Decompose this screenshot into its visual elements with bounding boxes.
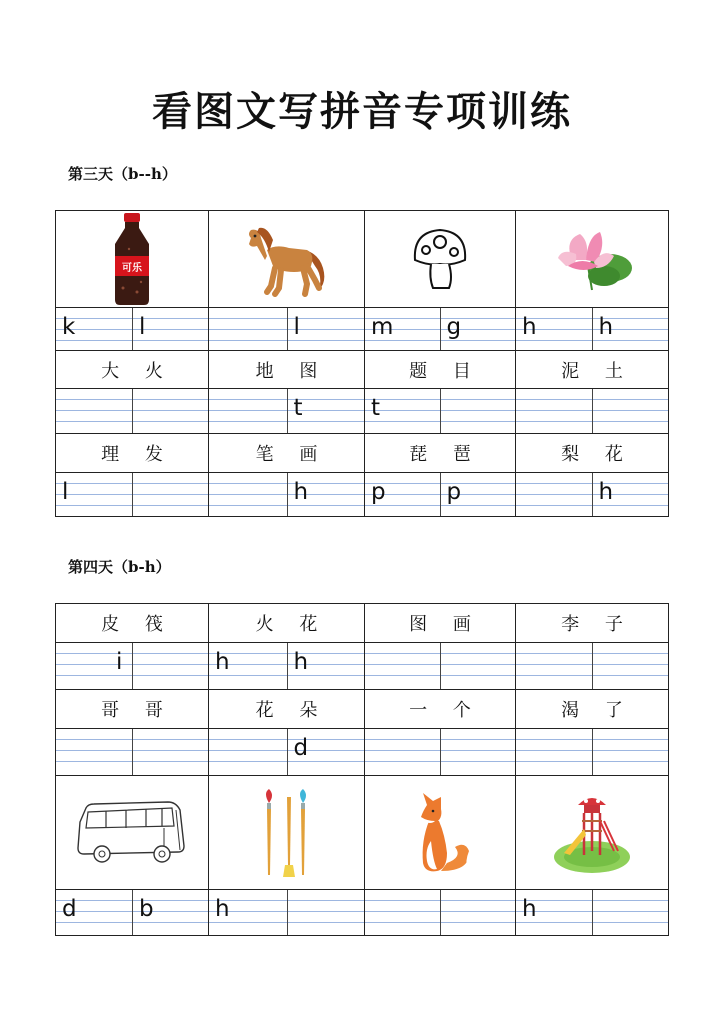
word-label: 李 子 [561,614,633,635]
day3-picture-row [56,211,668,307]
pinyin-answer: h [522,314,537,340]
pinyin-box[interactable] [209,473,287,516]
word-label: 渴 了 [561,700,633,721]
pinyin-answer: h [215,649,230,675]
pinyin-box[interactable] [132,308,208,350]
pinyin-box[interactable] [440,890,516,935]
pinyin-box[interactable] [365,308,440,350]
pinyin-box[interactable] [209,308,287,350]
pinyin-box[interactable] [516,729,592,775]
pinyin-answer: h [598,479,614,505]
word-cell [515,604,668,642]
horse-icon [245,220,329,298]
pinyin-answer: k [62,314,76,340]
day3-word-row [56,433,668,472]
pinyin-box[interactable] [56,389,132,433]
pinyin-box[interactable] [440,389,516,433]
pinyin-box[interactable] [56,643,132,689]
day4-word-pinyin-row [56,642,668,689]
pinyin-answer: d [62,896,77,922]
pinyin-box[interactable] [132,729,208,775]
pinyin-answer: h [293,479,309,505]
day3-word-pinyin-row [56,388,668,433]
pinyin-answer: h [293,649,309,675]
fox-icon [407,791,473,875]
pinyin-box[interactable] [592,308,669,350]
pinyin-box[interactable] [592,729,669,775]
picture-cell [56,776,208,889]
word-cell [208,434,364,472]
pinyin-cell [56,473,208,516]
day4-heading: 第四天（b-h） [68,558,171,576]
lotus-icon [548,226,636,292]
day4-word-row [56,689,668,728]
day3-word-pinyin-row [56,472,668,516]
day3-picture-pinyin-row [56,307,668,350]
pinyin-answer: d [293,735,309,761]
word-label: 花 朵 [255,700,328,721]
day4-word-row [56,604,668,642]
pinyin-box[interactable] [440,729,516,775]
pinyin-cell [515,890,668,935]
pinyin-box[interactable] [516,643,592,689]
day4-picture-pinyin-row [56,889,668,935]
pinyin-answer: l [139,314,146,340]
pinyin-box[interactable] [365,473,440,516]
pinyin-answer: l [62,479,69,505]
picture-cell [515,211,668,307]
pinyin-box[interactable] [132,890,208,935]
word-label: 图 画 [409,614,481,635]
pinyin-cell [364,890,515,935]
pinyin-box[interactable] [592,643,669,689]
word-cell [56,604,208,642]
pinyin-box[interactable] [287,473,365,516]
pinyin-box[interactable] [592,890,669,935]
pinyin-cell [208,729,364,775]
word-cell [364,690,515,728]
pinyin-cell [208,389,364,433]
pinyin-box[interactable] [365,643,440,689]
pinyin-box[interactable] [56,473,132,516]
pinyin-box[interactable] [592,473,669,516]
word-cell [56,690,208,728]
pinyin-cell [515,729,668,775]
word-cell [515,690,668,728]
pinyin-answer: p [371,479,386,505]
word-label: 哥 哥 [101,700,173,721]
word-cell [515,351,668,388]
pinyin-box[interactable] [287,643,365,689]
pinyin-answer: p [446,479,462,505]
day4-word-pinyin-row [56,728,668,775]
picture-cell [56,211,208,307]
pinyin-cell [56,729,208,775]
pinyin-box[interactable] [516,308,592,350]
pinyin-cell [364,473,515,516]
pinyin-box[interactable] [365,389,440,433]
pinyin-cell [364,308,515,350]
pinyin-cell [515,308,668,350]
word-label: 理 发 [101,444,173,465]
pinyin-answer: g [446,314,462,340]
day4-picture-row [56,775,668,889]
pinyin-box[interactable] [56,890,132,935]
playground-slide-icon [552,791,632,875]
pinyin-box[interactable] [287,890,365,935]
pinyin-box[interactable] [440,473,516,516]
word-label: 泥 土 [561,360,633,382]
word-label: 大 火 [101,360,173,382]
day3-heading: 第三天（b--h） [68,165,177,183]
picture-cell [364,776,515,889]
word-label: 笔 画 [255,444,328,465]
cola-label: 可乐 [122,263,142,274]
pinyin-cell [364,729,515,775]
pinyin-cell [56,389,208,433]
mushroom-icon [411,226,469,292]
word-cell [364,604,515,642]
pinyin-box[interactable] [516,473,592,516]
pinyin-box[interactable] [132,643,208,689]
pinyin-cell [208,308,364,350]
pinyin-cell [56,308,208,350]
pinyin-cell [364,643,515,689]
pinyin-box[interactable] [209,643,287,689]
pinyin-box[interactable] [440,643,516,689]
page-title: 看图文写拼音专项训练 [152,88,572,135]
word-cell [56,351,208,388]
pinyin-box[interactable] [592,389,669,433]
paintbrushes-icon [257,785,317,881]
pinyin-cell [208,890,364,935]
pinyin-cell [515,473,668,516]
pinyin-answer: h [522,896,537,922]
pinyin-cell [208,473,364,516]
picture-cell [208,211,364,307]
pinyin-box[interactable] [132,389,208,433]
pinyin-box[interactable] [132,473,208,516]
word-label: 梨 花 [561,444,633,465]
pinyin-box[interactable] [287,729,365,775]
day4-grid [55,603,669,936]
pinyin-cell [515,643,668,689]
pinyin-box[interactable] [209,729,287,775]
pinyin-answer: h [598,314,614,340]
pinyin-answer: b [139,896,154,922]
word-label: 题 目 [409,360,481,382]
pinyin-box[interactable] [56,308,132,350]
pinyin-cell [364,389,515,433]
pinyin-box[interactable] [440,308,516,350]
pinyin-box[interactable] [287,308,365,350]
pinyin-answer: t [371,395,381,421]
pinyin-box[interactable] [365,729,440,775]
word-cell [364,351,515,388]
pinyin-cell [515,389,668,433]
word-label: 皮 筏 [101,614,173,635]
pinyin-box[interactable] [516,389,592,433]
pinyin-answer: m [371,314,394,340]
day3-word-row [56,350,668,388]
pinyin-answer: i [116,649,123,675]
word-label: 火 花 [255,614,328,635]
pinyin-answer: h [215,896,230,922]
word-cell [56,434,208,472]
bus-icon [76,800,188,866]
picture-cell [208,776,364,889]
pinyin-box[interactable] [516,890,592,935]
word-label: 地 图 [255,360,328,382]
word-cell [208,351,364,388]
pinyin-box[interactable] [365,890,440,935]
pinyin-box[interactable] [287,389,365,433]
pinyin-cell [208,643,364,689]
pinyin-box[interactable] [56,729,132,775]
pinyin-answer: l [293,314,300,340]
picture-cell [364,211,515,307]
word-label: 一 个 [409,700,481,721]
pinyin-cell [56,890,208,935]
word-label: 琵 琶 [409,444,481,465]
picture-cell [515,776,668,889]
word-cell [364,434,515,472]
pinyin-box[interactable] [209,890,287,935]
pinyin-box[interactable] [209,389,287,433]
day3-grid [55,210,669,517]
word-cell [515,434,668,472]
pinyin-answer: t [293,395,303,421]
word-cell [208,604,364,642]
word-cell [208,690,364,728]
cola-bottle-icon [107,212,157,306]
pinyin-cell [56,643,208,689]
